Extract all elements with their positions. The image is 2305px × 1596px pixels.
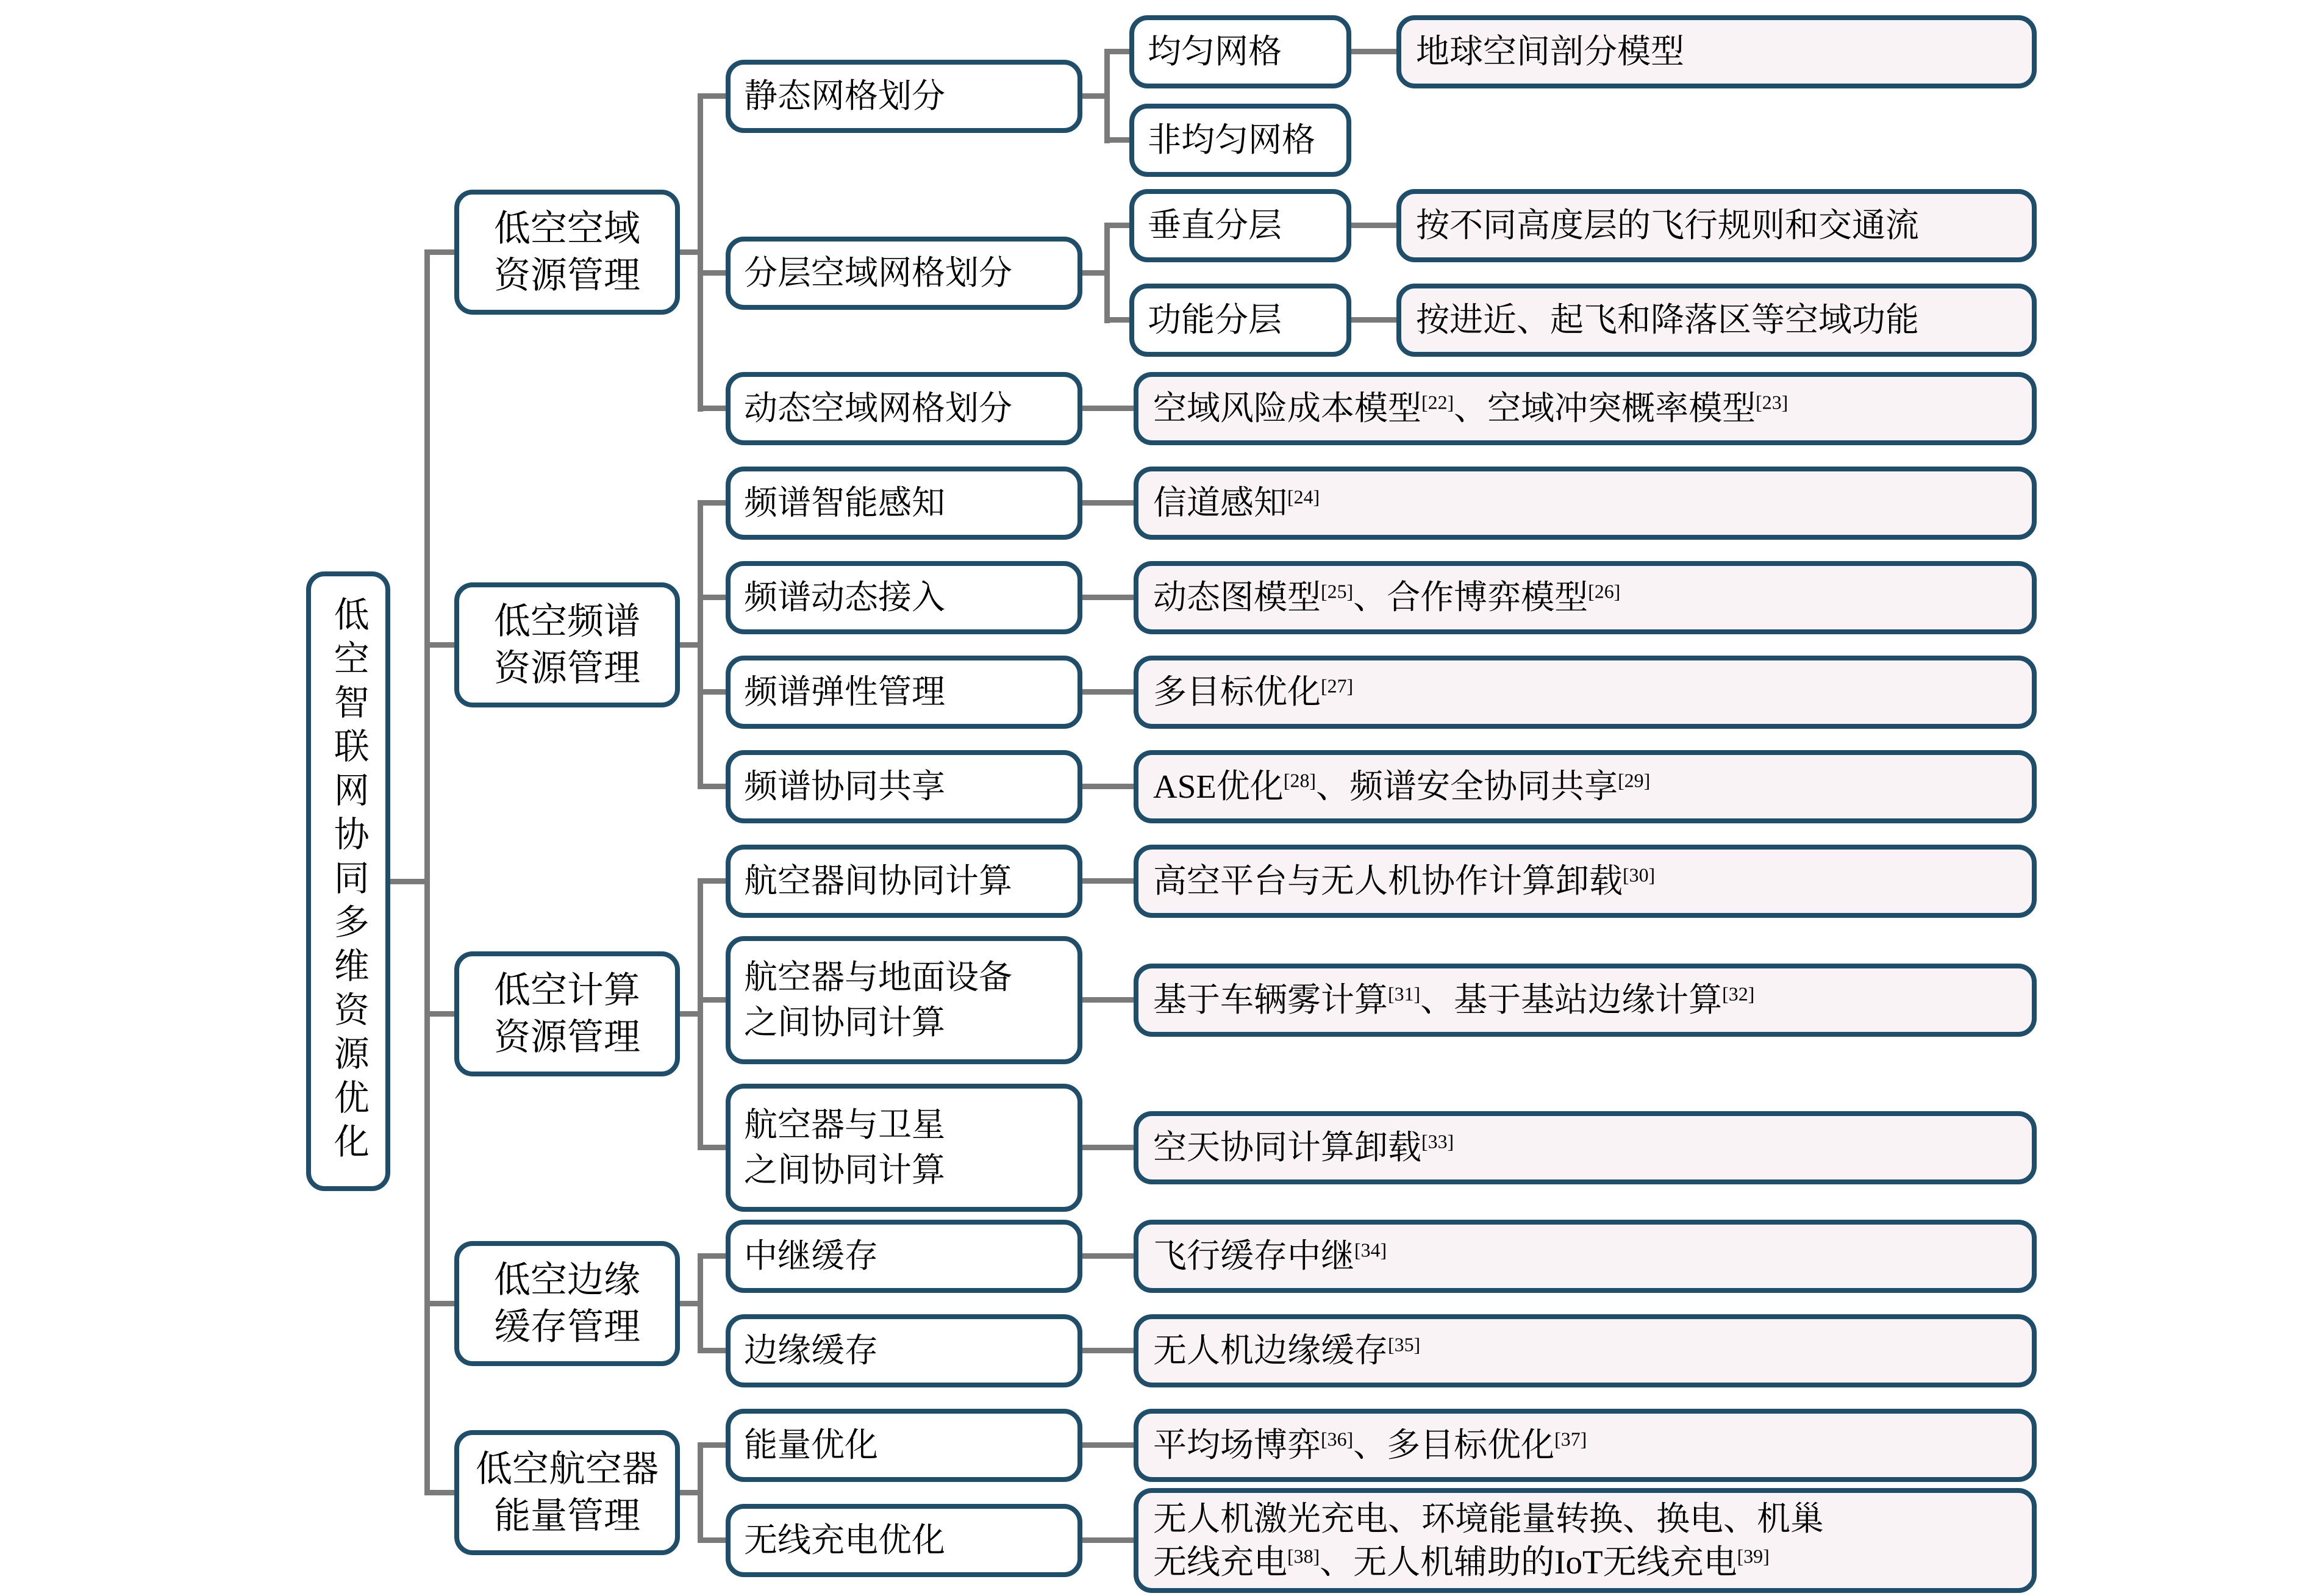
node-edge-cache xyxy=(726,1314,1082,1387)
connector xyxy=(1104,49,1110,143)
connector xyxy=(427,1490,454,1495)
node-spectrum-management-label: 资源管理 xyxy=(494,648,640,689)
connector xyxy=(1082,1145,1134,1150)
leaf-flying-cache-relay-label: 飞行缓存中继[34] xyxy=(1153,1237,1387,1275)
connector xyxy=(427,1011,454,1017)
leaf-haps-uav-offloading-label: 高空平台与无人机协作计算卸载[30] xyxy=(1153,862,1656,900)
connector xyxy=(698,878,703,1150)
node-edge-cache-label: 边缘缓存 xyxy=(744,1332,879,1370)
connector xyxy=(1082,1442,1134,1448)
connector xyxy=(700,500,726,506)
leaf-charging-methods xyxy=(1134,1488,2037,1593)
leaf-multi-objective-optimization xyxy=(1134,656,2037,729)
node-airspace-management-label: 低空空域 xyxy=(494,208,640,249)
node-caching-management-label: 低空边缘 xyxy=(494,1259,640,1300)
connector xyxy=(1107,317,1129,323)
leaf-earth-partition-model xyxy=(1396,15,2037,88)
node-spectrum-access-label: 频谱动态接入 xyxy=(744,579,946,617)
connector xyxy=(1082,595,1134,600)
node-layered-grid-label: 分层空域网格划分 xyxy=(744,254,1013,292)
connector xyxy=(1351,317,1396,323)
leaf-uav-edge-caching-label: 无人机边缘缓存[35] xyxy=(1153,1332,1421,1370)
node-root xyxy=(306,571,390,1191)
connector xyxy=(700,1145,726,1150)
leaf-uav-edge-caching xyxy=(1134,1314,2037,1387)
node-spectrum-sharing-label: 频谱协同共享 xyxy=(744,768,946,806)
node-inter-aircraft-computing xyxy=(726,845,1082,918)
connector xyxy=(700,997,726,1003)
node-vertical-layering xyxy=(1129,189,1351,262)
connector xyxy=(700,784,726,789)
node-static-grid-label: 静态网格划分 xyxy=(744,77,946,115)
connector xyxy=(1082,1348,1134,1353)
connector xyxy=(1082,784,1134,789)
leaf-risk-cost-models-label: 空域风险成本模型[22]、空域冲突概率模型[23] xyxy=(1153,390,1789,428)
node-layered-grid xyxy=(726,237,1082,310)
node-static-grid xyxy=(726,60,1082,133)
connector xyxy=(1107,49,1129,54)
node-nonuniform-grid xyxy=(1129,104,1351,177)
connector xyxy=(700,1348,726,1353)
node-caching-management xyxy=(454,1241,680,1366)
node-aircraft-satellite-computing-label: 航空器与卫星 xyxy=(744,1106,946,1143)
node-energy-management-label: 能量管理 xyxy=(494,1495,640,1536)
node-computing-management-label: 资源管理 xyxy=(494,1017,640,1057)
connector xyxy=(700,406,726,411)
node-spectrum-sensing xyxy=(726,467,1082,540)
node-spectrum-access xyxy=(726,561,1082,634)
leaf-haps-uav-offloading xyxy=(1134,845,2037,918)
node-vertical-layering-label: 垂直分层 xyxy=(1148,207,1282,245)
leaf-mean-field-game xyxy=(1134,1409,2037,1482)
node-airspace-management-label: 资源管理 xyxy=(494,255,640,296)
connector xyxy=(700,270,726,276)
connector xyxy=(1082,878,1134,884)
leaf-approach-takeoff-zones xyxy=(1396,284,2037,357)
connector xyxy=(1107,137,1129,143)
node-root-label: 低空智联网协同多维资源优化 xyxy=(328,596,368,1167)
node-energy-management-label: 低空航空器 xyxy=(476,1448,659,1489)
node-relay-cache xyxy=(726,1220,1082,1293)
connector xyxy=(1082,270,1107,276)
connector xyxy=(700,93,726,99)
connector xyxy=(1082,406,1134,411)
leaf-space-air-offloading-label: 空天协同计算卸载[33] xyxy=(1153,1129,1454,1167)
leaf-ase-secure-sharing xyxy=(1134,750,2037,823)
node-uniform-grid-label: 均匀网格 xyxy=(1148,33,1282,71)
node-spectrum-management xyxy=(454,582,680,707)
node-dynamic-grid-label: 动态空域网格划分 xyxy=(744,390,1013,428)
connector xyxy=(700,1537,726,1543)
connector xyxy=(427,642,454,648)
connector xyxy=(1082,1537,1134,1543)
connector xyxy=(700,689,726,695)
connector xyxy=(700,595,726,600)
leaf-channel-sensing-label: 信道感知[24] xyxy=(1153,484,1320,522)
node-aircraft-ground-computing-label: 之间协同计算 xyxy=(744,1004,946,1041)
connector xyxy=(390,879,429,884)
node-dynamic-grid xyxy=(726,372,1082,445)
node-uniform-grid xyxy=(1129,15,1351,88)
connector xyxy=(700,1442,726,1448)
node-wireless-charging-optimization xyxy=(726,1504,1082,1577)
connector xyxy=(700,1253,726,1259)
node-aircraft-satellite-computing-label: 之间协同计算 xyxy=(744,1151,946,1189)
node-energy-optimization xyxy=(726,1409,1082,1482)
node-spectrum-elastic-label: 频谱弹性管理 xyxy=(744,673,946,711)
connector xyxy=(698,93,703,412)
node-inter-aircraft-computing-label: 航空器间协同计算 xyxy=(744,862,1013,900)
node-computing-management xyxy=(454,951,680,1076)
node-energy-management xyxy=(454,1430,680,1555)
connector xyxy=(1082,93,1107,99)
node-functional-layering xyxy=(1129,284,1351,357)
connector xyxy=(1351,49,1396,54)
leaf-approach-takeoff-zones-label: 按进近、起飞和降落区等空域功能 xyxy=(1416,301,1920,339)
connector xyxy=(698,1442,703,1543)
connector xyxy=(1082,997,1134,1003)
leaf-ase-secure-sharing-label: ASE优化[28]、频谱安全协同共享[29] xyxy=(1153,768,1651,806)
node-functional-layering-label: 功能分层 xyxy=(1148,301,1282,339)
connector xyxy=(1082,1253,1134,1259)
leaf-risk-cost-models xyxy=(1134,372,2037,445)
connector xyxy=(424,249,430,1495)
node-aircraft-satellite-computing xyxy=(726,1084,1082,1212)
leaf-altitude-flight-rules-label: 按不同高度层的飞行规则和交通流 xyxy=(1416,207,1920,245)
node-spectrum-management-label: 低空频谱 xyxy=(494,601,640,642)
leaf-flying-cache-relay xyxy=(1134,1220,2037,1293)
connector xyxy=(1104,223,1110,323)
leaf-mean-field-game-label: 平均场博弈[36]、多目标优化[37] xyxy=(1153,1426,1587,1464)
leaf-channel-sensing xyxy=(1134,467,2037,540)
leaf-dynamic-graph-models-label: 动态图模型[25]、合作博弈模型[26] xyxy=(1153,579,1621,617)
leaf-charging-methods-label: 无人机激光充电、环境能量转换、换电、机巢 无线充电[38]、无人机辅助的IoT无线充电[39] xyxy=(1153,1500,1824,1581)
node-spectrum-sharing xyxy=(726,750,1082,823)
connector xyxy=(1351,223,1396,228)
node-relay-cache-label: 中继缓存 xyxy=(744,1237,879,1275)
leaf-dynamic-graph-models xyxy=(1134,561,2037,634)
connector xyxy=(698,1253,703,1353)
node-computing-management-label: 低空计算 xyxy=(494,970,640,1011)
node-energy-optimization-label: 能量优化 xyxy=(744,1426,879,1464)
node-wireless-charging-optimization-label: 无线充电优化 xyxy=(744,1522,946,1559)
connector xyxy=(427,249,454,255)
connector xyxy=(700,878,726,884)
connector xyxy=(427,1301,454,1306)
connector xyxy=(1107,223,1129,228)
connector xyxy=(1082,689,1134,695)
connector xyxy=(1082,500,1134,506)
leaf-earth-partition-model-label: 地球空间剖分模型 xyxy=(1416,33,1685,71)
leaf-space-air-offloading xyxy=(1134,1111,2037,1184)
node-aircraft-ground-computing-label: 航空器与地面设备 xyxy=(744,958,1013,996)
leaf-altitude-flight-rules xyxy=(1396,189,2037,262)
node-spectrum-elastic xyxy=(726,656,1082,729)
node-aircraft-ground-computing xyxy=(726,936,1082,1064)
node-airspace-management xyxy=(454,190,680,315)
node-spectrum-sensing-label: 频谱智能感知 xyxy=(744,484,946,522)
node-caching-management-label: 缓存管理 xyxy=(494,1306,640,1347)
leaf-vehicle-fog-edge-computing-label: 基于车辆雾计算[31]、基于基站边缘计算[32] xyxy=(1153,981,1755,1019)
leaf-multi-objective-optimization-label: 多目标优化[27] xyxy=(1153,673,1354,711)
node-nonuniform-grid-label: 非均匀网格 xyxy=(1148,121,1316,159)
connector xyxy=(698,500,703,789)
leaf-vehicle-fog-edge-computing xyxy=(1134,964,2037,1037)
